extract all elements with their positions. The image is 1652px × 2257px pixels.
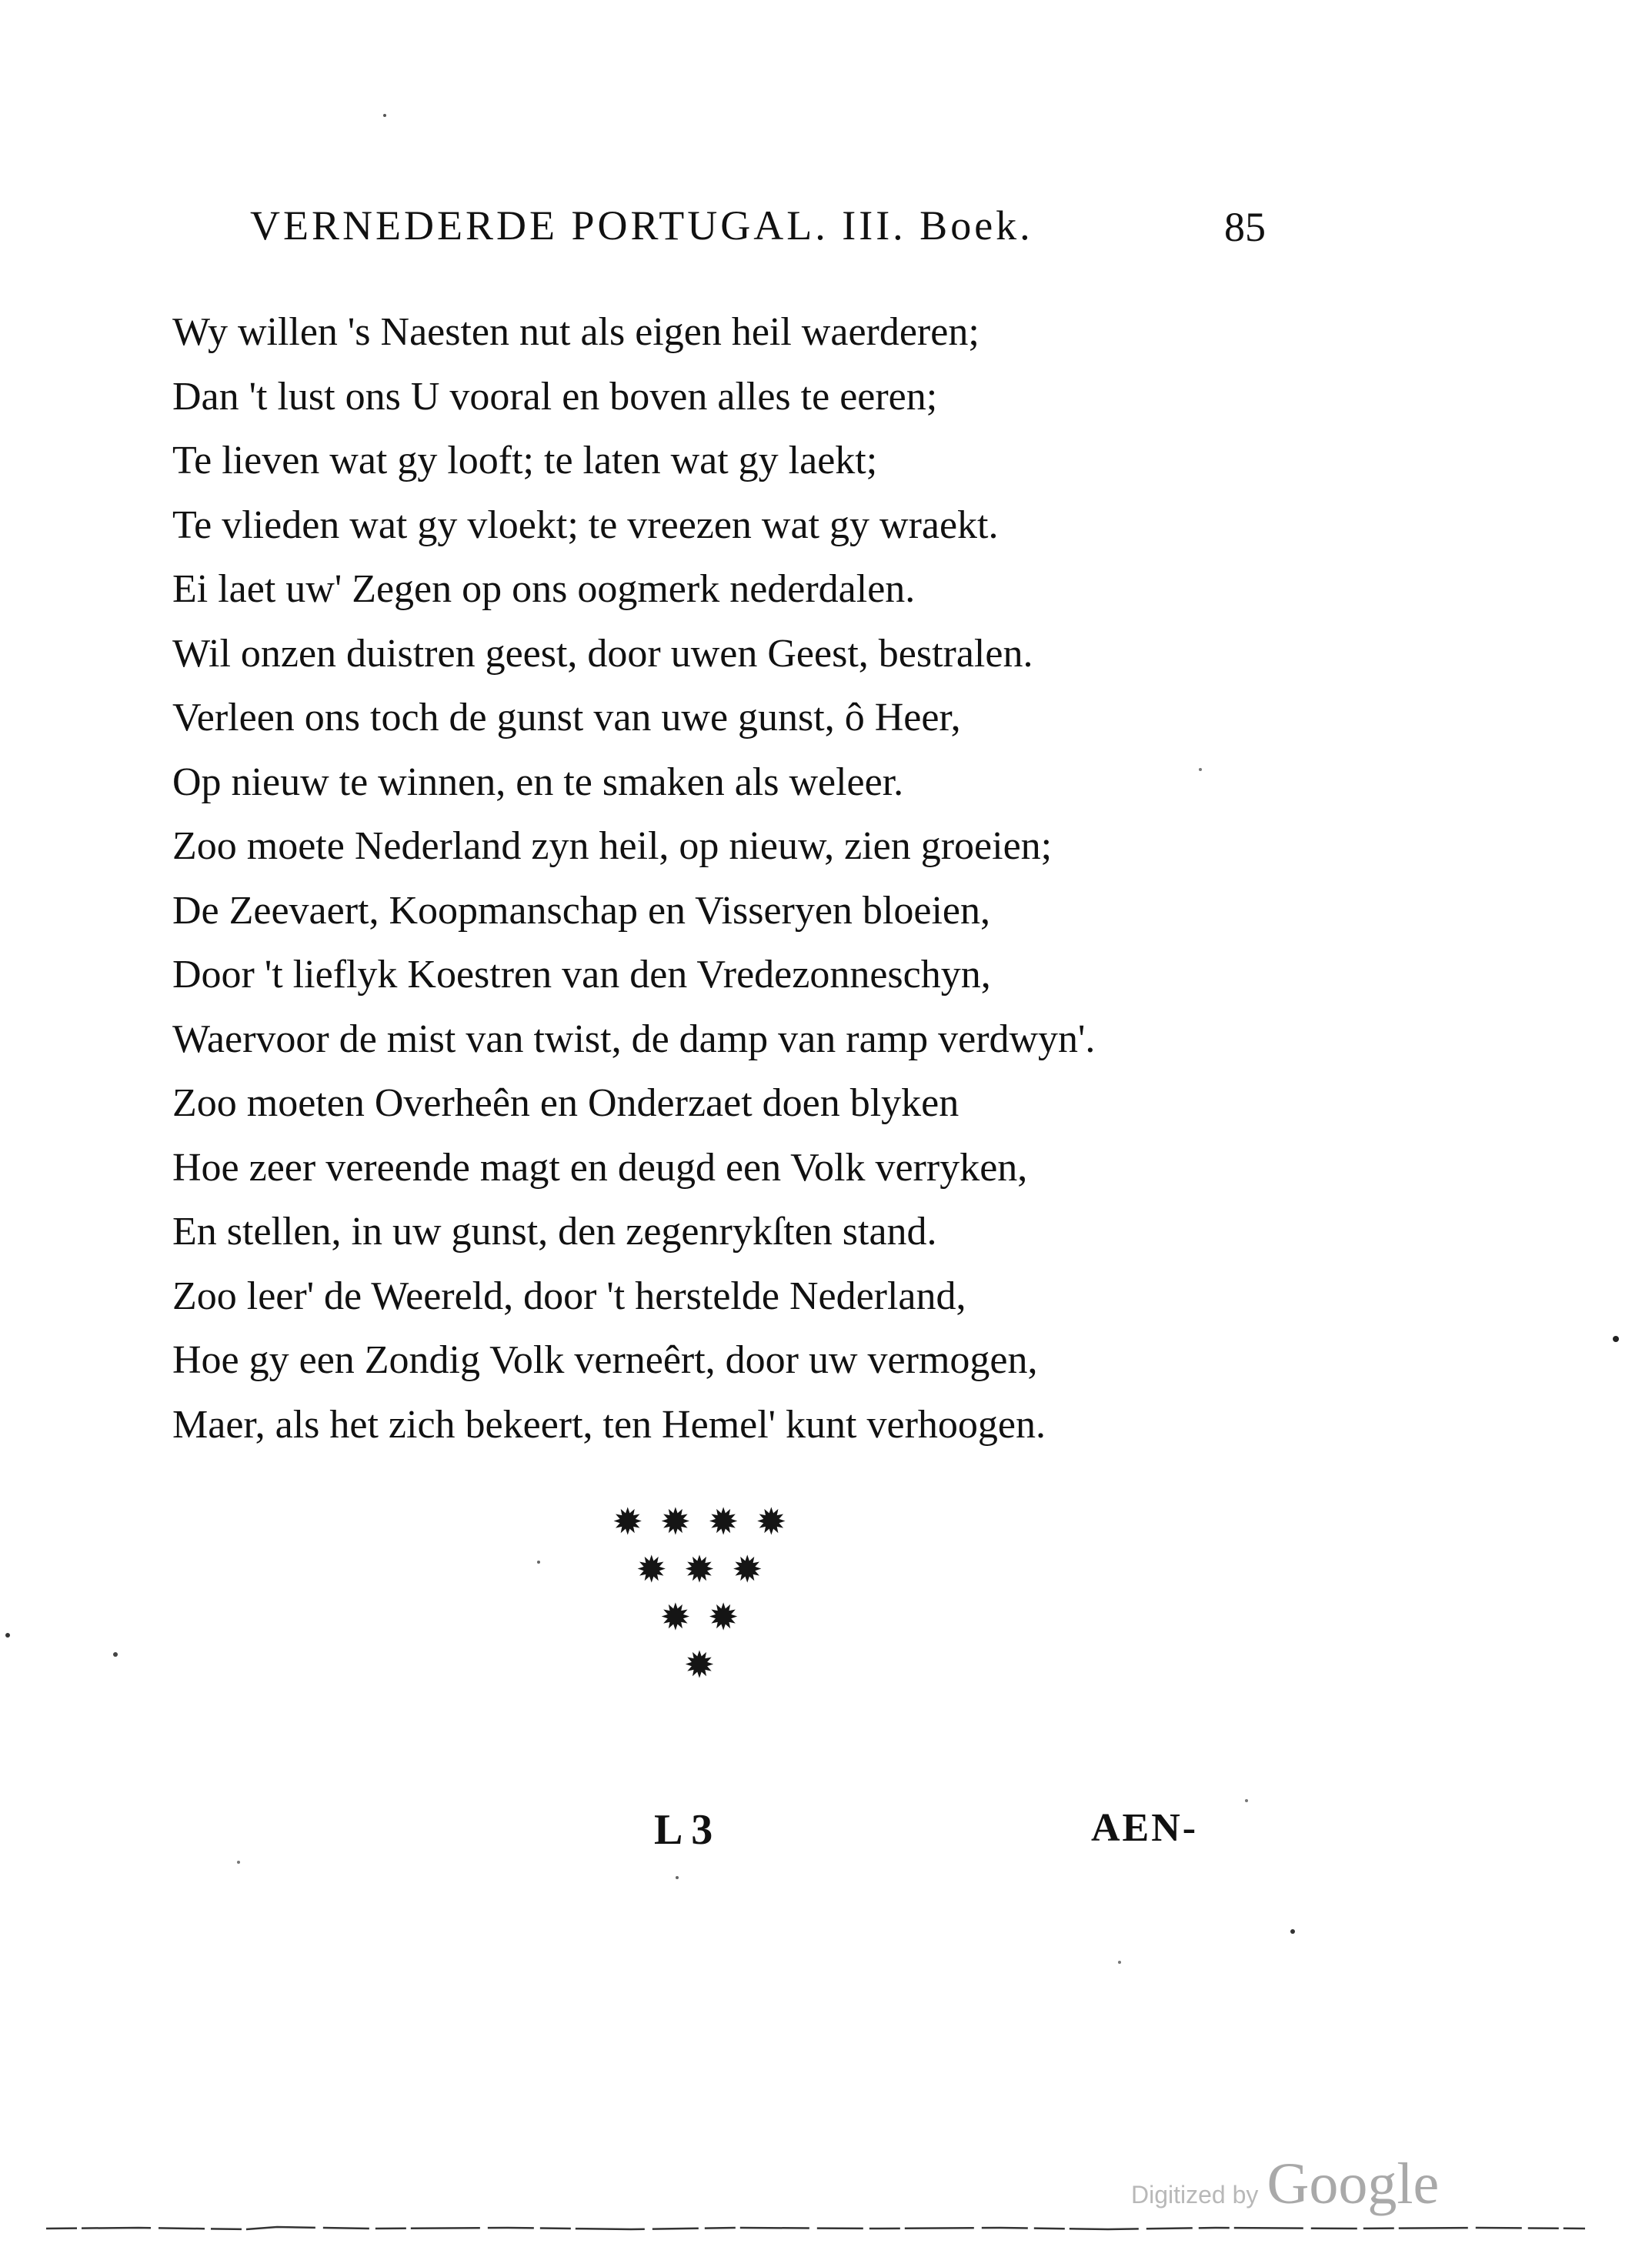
bottom-scan-rule — [46, 2224, 1585, 2233]
page-number: 85 — [1224, 204, 1266, 250]
running-title: VERNEDERDE PORTUGAL. III. Boek. — [250, 202, 1033, 249]
verse-line: Zoo moeten Overheên en Onderzaet doen blyken — [172, 1081, 959, 1125]
verse-line: De Zeevaert, Koopmanschap en Visseryen bloeien, — [172, 888, 990, 933]
verse-line: Zoo moete Nederland zyn heil, op nieuw, zien groeien; — [172, 824, 1053, 868]
verse-line: Door 't lieflyk Koestren van den Vredezonneschyn, — [172, 953, 991, 997]
verse-line: Dan 't lust ons U vooral en boven alles te eeren; — [172, 374, 938, 419]
verse-line: Verleen ons toch de gunst van uwe gunst, ô Heer, — [172, 696, 961, 740]
verse-line: Wy willen 's Naesten nut als eigen heil waerderen; — [172, 310, 980, 354]
verse-line: Te vlieden wat gy vloekt; te vreezen wat gy wraekt. — [172, 502, 999, 547]
digitization-watermark — [1131, 2151, 1439, 2220]
verse-line: Maer, als het zich bekeert, ten Hemel' kunt verhoogen. — [172, 1402, 1046, 1447]
verse-line: Hoe gy een Zondig Volk verneêrt, door uw vermogen, — [172, 1338, 1038, 1382]
verse-block — [172, 300, 1327, 1457]
watermark-brand: Google — [1267, 2152, 1440, 2216]
verse-line: Hoe zeer vereende magt en deugd een Volk verryken, — [172, 1145, 1028, 1190]
ornament-row: ✹✹✹✹ — [612, 1501, 804, 1544]
verse-line: Zoo leer' de Weereld, door 't herstelde Nederland, — [172, 1274, 966, 1318]
tailpiece-ornament — [592, 1501, 823, 1701]
signature-mark: L 3 — [654, 1806, 713, 1854]
verse-line: Ei laet uw' Zegen op ons oogmerk nederdalen. — [172, 567, 916, 611]
verse-line: En stellen, in uw gunst, den zegenrykſten stand. — [172, 1210, 937, 1254]
ornament-row: ✹ — [683, 1644, 733, 1687]
ornament-row: ✹✹ — [659, 1596, 756, 1639]
verse-line: Op nieuw te winnen, en te smaken als weleer. — [172, 760, 904, 804]
verse-line: Wil onzen duistren geest, door uwen Geest, bestralen. — [172, 631, 1033, 676]
watermark-prefix: Digitized by — [1131, 2181, 1259, 2209]
catchword: AEN- — [1091, 1806, 1199, 1850]
running-header — [250, 202, 1266, 263]
ornament-row: ✹✹✹ — [636, 1548, 780, 1591]
verse-line: Te lieven wat gy looft; te laten wat gy laekt; — [172, 439, 878, 482]
verse-line: Waervoor de mist van twist, de damp van ramp verdwyn'. — [172, 1017, 1096, 1061]
